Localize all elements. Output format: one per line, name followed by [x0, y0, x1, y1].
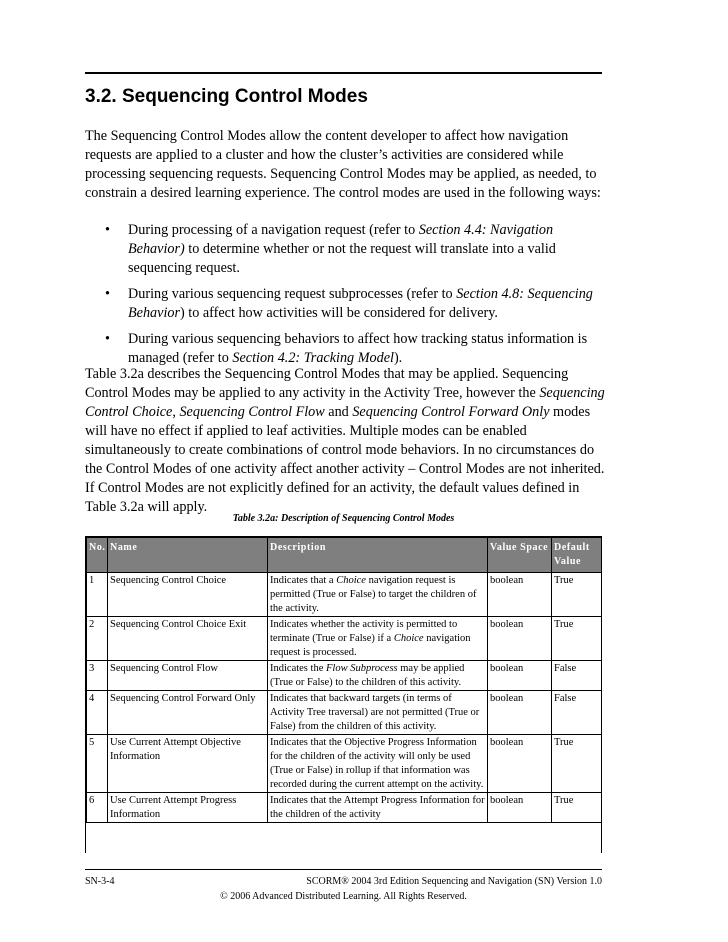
- page-number: SN-3-4: [85, 876, 115, 887]
- control-modes-table-container: [85, 536, 602, 853]
- cell-description: Indicates the Flow Subprocess may be applied (True or False) to the children of this activity.: [268, 661, 488, 691]
- copyright-notice: © 2006 Advanced Distributed Learning. All Rights Reserved.: [220, 891, 467, 902]
- cell-no: 6: [87, 793, 108, 823]
- cell-default: False: [552, 661, 602, 691]
- cell-name: Sequencing Control Forward Only: [108, 691, 268, 735]
- table-row: [87, 793, 602, 823]
- cell-default: True: [552, 573, 602, 617]
- cell-value-space: boolean: [488, 573, 552, 617]
- header-value-space: Value Space: [488, 538, 552, 573]
- table-row: [87, 691, 602, 735]
- intro-paragraph: The Sequencing Control Modes allow the content developer to affect how navigation requests are applied to a cluster and how the cluster’s activities are considered while processing sequencing requests. Sequencing Control Modes may be applied, as needed, to constrain a desired learning experience. The control modes are used in the following ways:: [85, 128, 601, 201]
- cell-default: True: [552, 793, 602, 823]
- usage-list: [85, 221, 605, 375]
- cell-no: 3: [87, 661, 108, 691]
- cell-description: Indicates that backward targets (in terms of Activity Tree traversal) are not permitted (True or False) from the children of this activity.: [268, 691, 488, 735]
- cell-description: Indicates that a Choice navigation request is permitted (True or False) to target the children of the activity.: [268, 573, 488, 617]
- table-header-row: [87, 538, 602, 573]
- table-row: [87, 661, 602, 691]
- section-reference: Section 4.8: Sequencing Behavior: [128, 286, 593, 321]
- table-intro-paragraph: Table 3.2a describes the Sequencing Control Modes that may be applied. Sequencing Control Modes may be applied to any activity in the Activity Tree, however the Sequencing Control Choice, Sequencing Control Flow and Sequencing Control Forward Only modes will have no effect if applied to leaf activities. Multiple modes can be enabled simultaneously to create combinations of control mode behaviors. In no circumstances do the Control Modes of one activity affect another activity – Control Modes are not inherited. If Control Modes are not explicitly defined for an activity, the default values defined in Table 3.2a will apply.: [85, 366, 605, 515]
- usage-item-2: • During various sequencing request subprocesses (refer to Section 4.8: Sequencing Behavior) to affect how activities will be considered for delivery.: [105, 286, 593, 321]
- cell-default: False: [552, 691, 602, 735]
- document-title: SCORM® 2004 3rd Edition Sequencing and Navigation (SN) Version 1.0: [306, 876, 602, 887]
- cell-no: 2: [87, 617, 108, 661]
- cell-no: 4: [87, 691, 108, 735]
- usage-item-1: • During processing of a navigation request (refer to Section 4.4: Navigation Behavior) to determine whether or not the request will translate into a valid sequencing request.: [105, 222, 556, 276]
- header-default-value: Default Value: [552, 538, 602, 573]
- table-caption: Table 3.2a: Description of Sequencing Control Modes: [232, 513, 455, 524]
- bullet-icon: •: [105, 222, 110, 238]
- cell-description: Indicates that the Objective Progress Information for the children of the activity will only be used (True or False) in rollup if that information was recorded during the current attempt on the activity.: [268, 735, 488, 793]
- cell-no: 5: [87, 735, 108, 793]
- cell-name: Sequencing Control Flow: [108, 661, 268, 691]
- section-reference: Section 4.2: Tracking Model: [232, 350, 394, 366]
- header-name: Name: [108, 538, 268, 573]
- bullet-icon: •: [105, 331, 110, 347]
- table-row: [87, 735, 602, 793]
- header-rule: [85, 72, 602, 74]
- cell-name: Use Current Attempt Objective Information: [108, 735, 268, 793]
- cell-value-space: boolean: [488, 735, 552, 793]
- table-row: [87, 573, 602, 617]
- cell-default: True: [552, 617, 602, 661]
- cell-name: Sequencing Control Choice Exit: [108, 617, 268, 661]
- cell-no: 1: [87, 573, 108, 617]
- cell-value-space: boolean: [488, 617, 552, 661]
- cell-value-space: boolean: [488, 793, 552, 823]
- header-description: Description: [268, 538, 488, 573]
- footer-rule: [85, 869, 602, 870]
- cell-default: True: [552, 735, 602, 793]
- usage-item-3: • During various sequencing behaviors to affect how tracking status information is managed (refer to Section 4.2: Tracking Model).: [105, 331, 588, 366]
- section-reference: Section 4.4: Navigation Behavior): [128, 222, 554, 257]
- header-no: No.: [87, 538, 108, 573]
- cell-value-space: boolean: [488, 661, 552, 691]
- cell-description: Indicates whether the activity is permitted to terminate (True or False) if a Choice navigation request is processed.: [268, 617, 488, 661]
- control-modes-table: [86, 537, 602, 823]
- table-row: [87, 617, 602, 661]
- section-heading: 3.2. Sequencing Control Modes: [85, 86, 368, 107]
- cell-description: Indicates that the Attempt Progress Information for the children of the activity: [268, 793, 488, 823]
- cell-name: Sequencing Control Choice: [108, 573, 268, 617]
- bullet-icon: •: [105, 286, 110, 302]
- cell-name: Use Current Attempt Progress Information: [108, 793, 268, 823]
- cell-value-space: boolean: [488, 691, 552, 735]
